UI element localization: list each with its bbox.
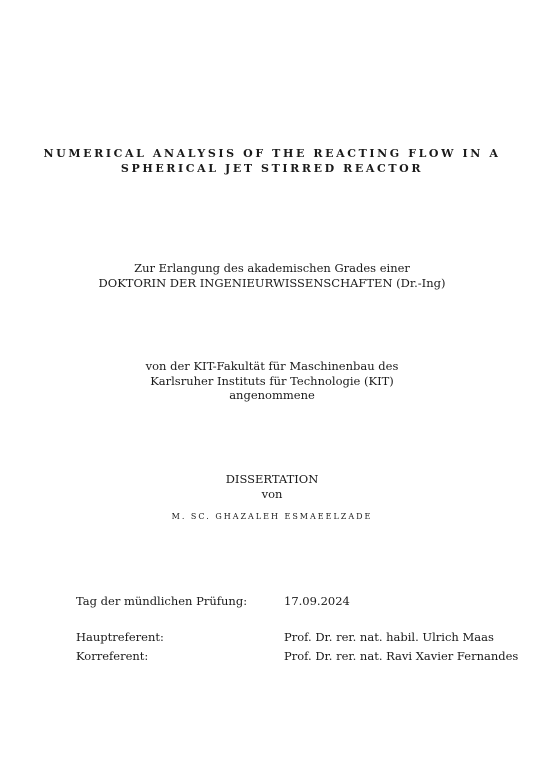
faculty-statement — [0, 359, 544, 403]
dissertation-by: von — [261, 486, 283, 501]
co-referee-value: Prof. Dr. rer. nat. Ravi Xavier Fernandes — [284, 649, 519, 663]
main-referee-label: Hauptreferent: — [76, 630, 164, 644]
exam-date-value: 17.09.2024 — [284, 594, 350, 608]
author-name: M. SC. GHAZALEH ESMAEELZADE — [171, 512, 373, 521]
faculty-line-2: Karlsruher Instituts für Technologie (KIT) — [150, 373, 394, 388]
exam-date-label: Tag der mündlichen Prüfung: — [76, 594, 248, 608]
main-referee-value: Prof. Dr. rer. nat. habil. Ulrich Maas — [284, 630, 494, 644]
faculty-line-1: von der KIT-Fakultät für Maschinenbau des — [145, 359, 399, 373]
degree-purpose-line-2: DOKTORIN DER INGENIEURWISSENSCHAFTEN (Dr.-Ing) — [98, 275, 446, 290]
dissertation-heading — [0, 472, 544, 501]
thesis-title — [0, 146, 544, 176]
thesis-title-line-1: NUMERICAL ANALYSIS OF THE REACTING FLOW IN A — [43, 147, 501, 160]
co-referee-label: Korreferent: — [76, 649, 149, 663]
thesis-title-line-2: SPHERICAL JET STIRRED REACTOR — [120, 162, 424, 175]
degree-purpose-line-1: Zur Erlangung des akademischen Grades einer — [134, 261, 410, 275]
degree-purpose — [0, 261, 544, 290]
faculty-line-3: angenommene — [229, 388, 315, 402]
dissertation-label: DISSERTATION — [225, 472, 319, 486]
